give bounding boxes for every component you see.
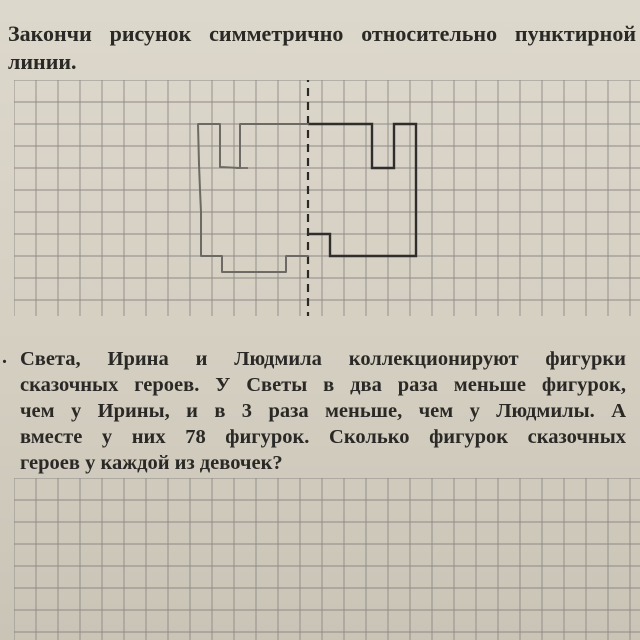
task1-instruction: Закончи рисунок симметрично относительно пунктирной линии. — [8, 21, 636, 74]
task2-line-3: чем у Ирины, и в 3 раза меньше, чем у Людмилы. А — [20, 400, 626, 422]
task2-number: . — [2, 346, 7, 368]
task2-line-1: Света, Ирина и Людмила коллекционируют фигурки — [20, 348, 626, 370]
symmetry-grid — [14, 80, 640, 316]
task2-word-problem — [20, 346, 626, 476]
grid-lines — [14, 80, 640, 316]
task2-line-4: вместе у них 78 фигурок. Сколько фигурок сказочных — [20, 426, 626, 448]
answer-grid-lines — [14, 478, 640, 640]
task2-line-2: сказочных героев. У Светы в два раза меньше фигурок, — [20, 374, 626, 396]
task2-line-5: героев у каждой из девочек? — [20, 452, 283, 474]
answer-grid — [14, 478, 640, 640]
